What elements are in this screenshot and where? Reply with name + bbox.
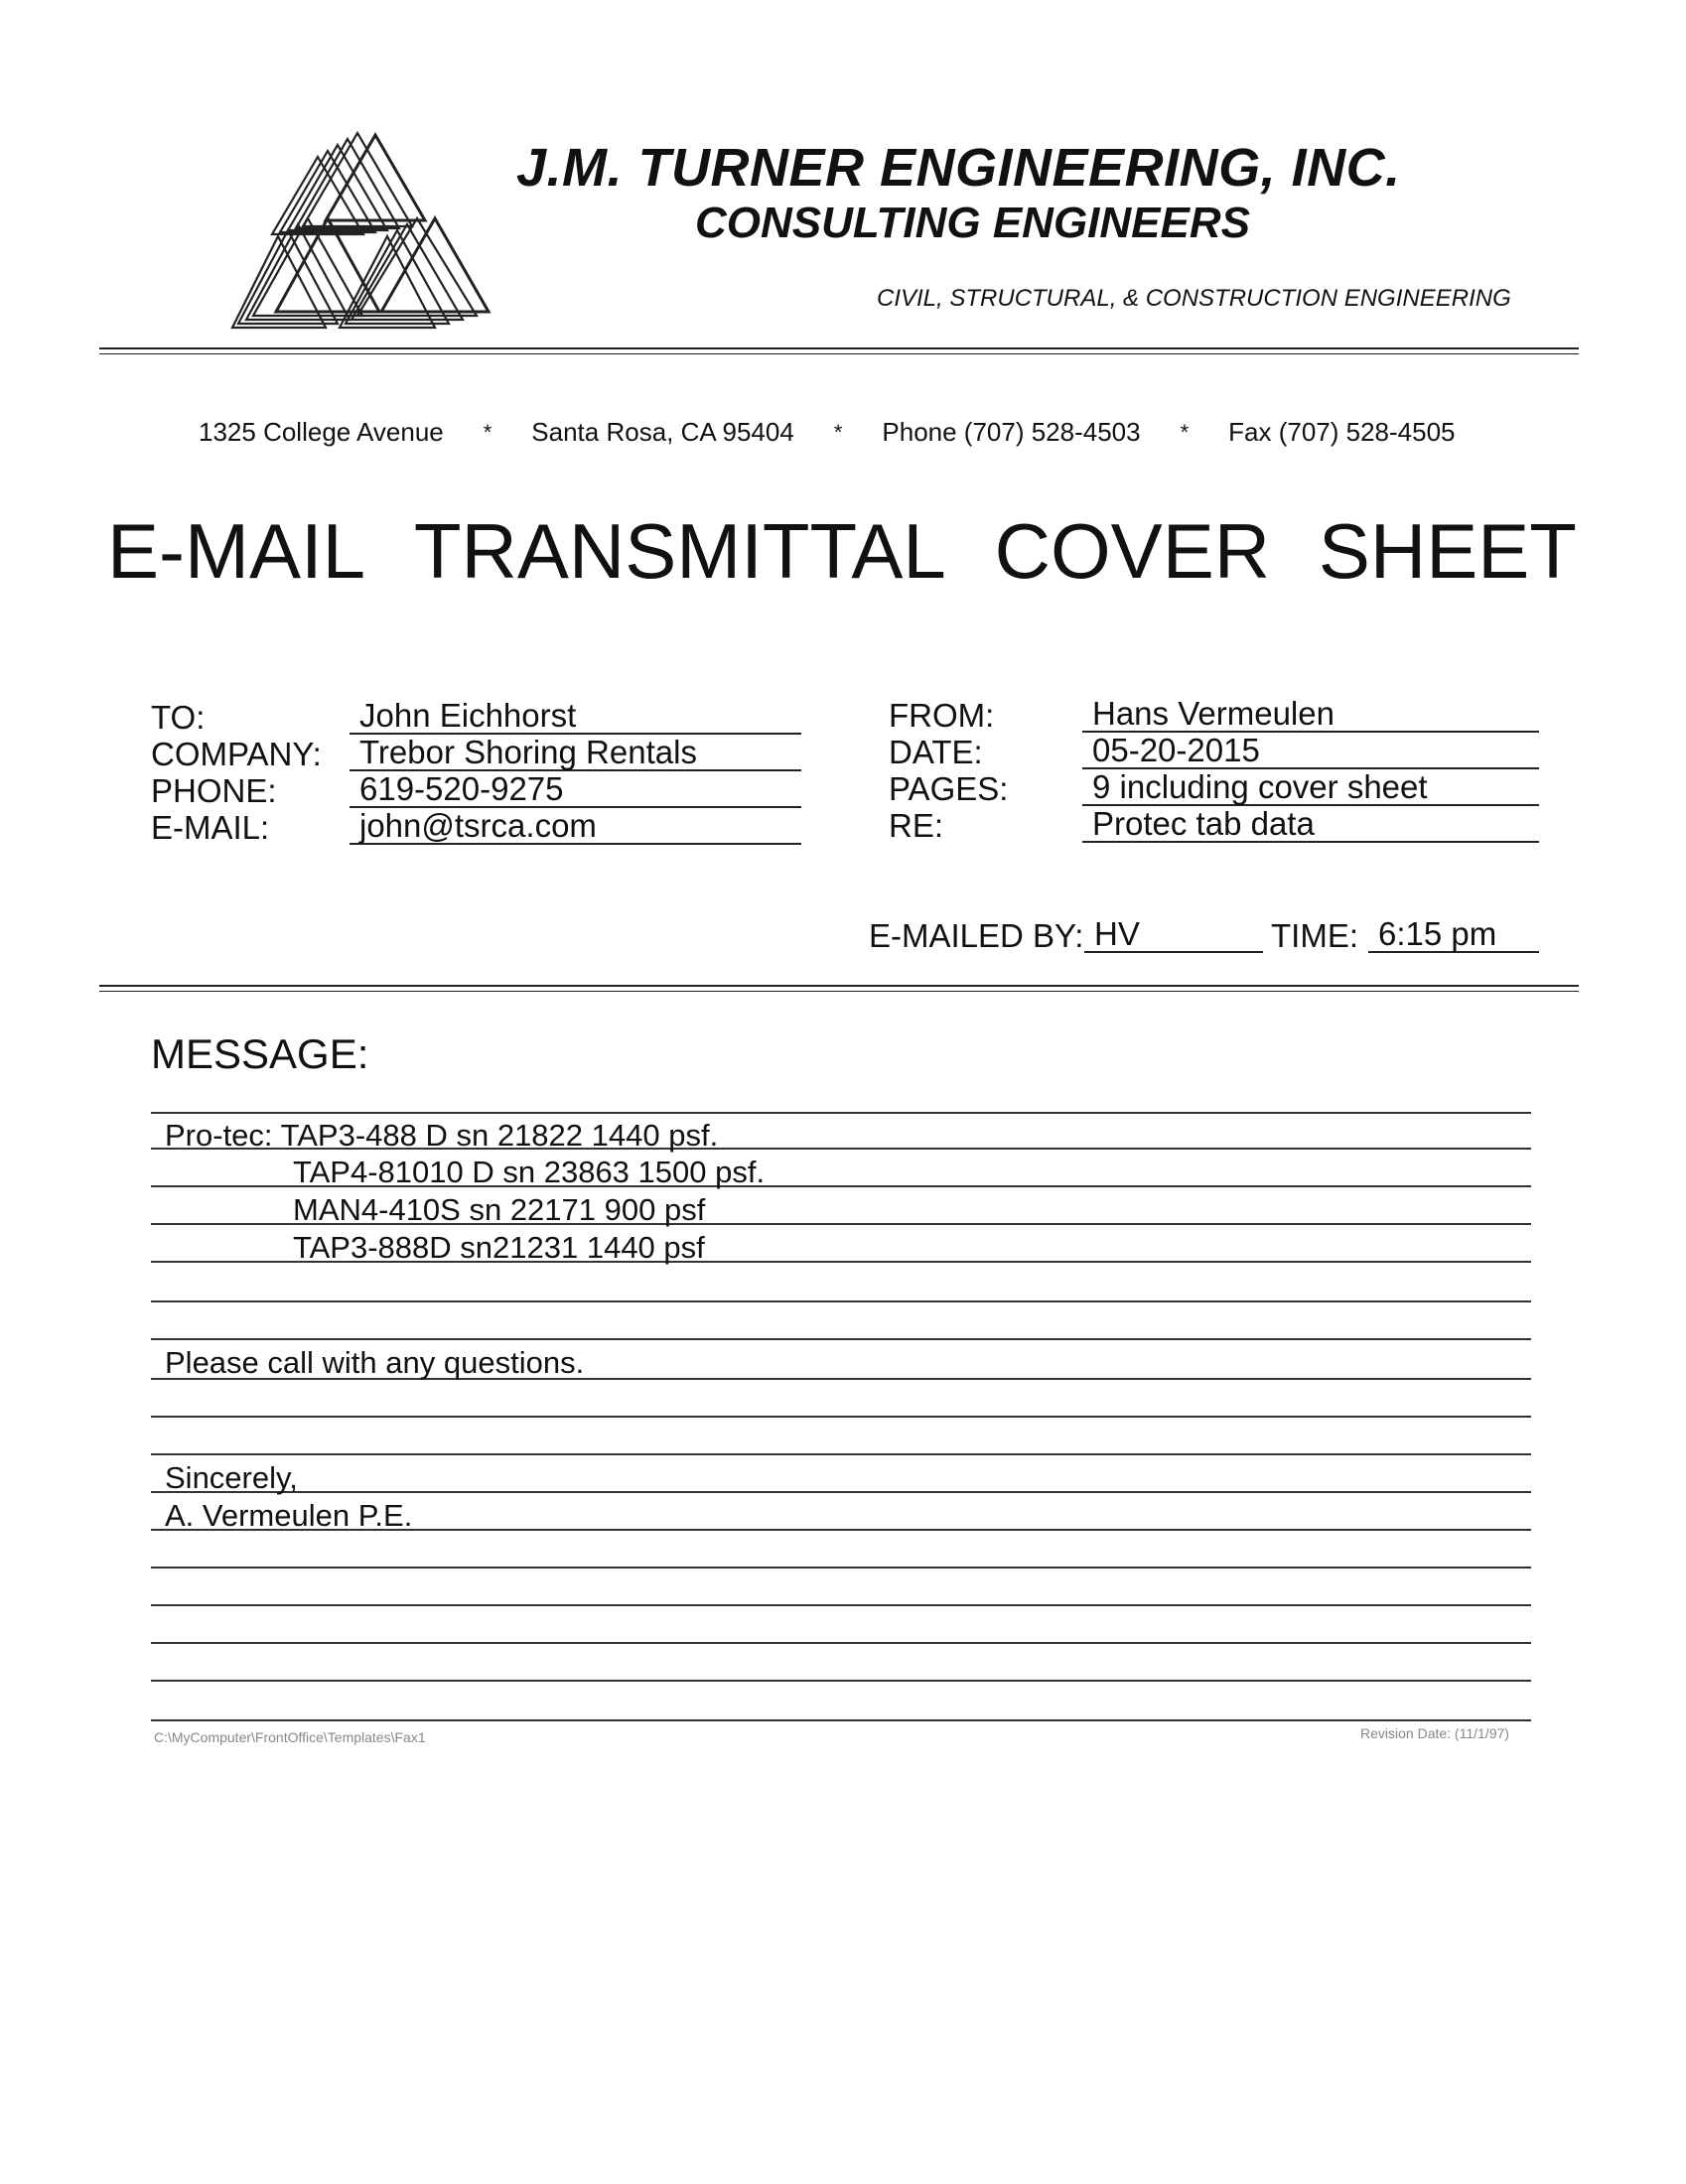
address-city: Santa Rosa, CA 95404 xyxy=(531,417,794,447)
message-line xyxy=(151,1112,1531,1114)
company-tagline: CIVIL, STRUCTURAL, & CONSTRUCTION ENGINEERING xyxy=(877,285,1511,312)
company-subtitle: CONSULTING ENGINEERS xyxy=(695,199,1251,247)
message-line xyxy=(151,1338,1531,1340)
title-word: E-MAIL xyxy=(107,507,366,595)
message-line xyxy=(151,1567,1531,1569)
message-text-line: MAN4-410S sn 22171 900 psf xyxy=(293,1192,706,1227)
message-heading: MESSAGE: xyxy=(151,1030,369,1077)
section-rule-bottom xyxy=(99,991,1579,992)
template-path: C:\MyComputer\FrontOffice\Templates\Fax1 xyxy=(154,1729,426,1745)
from-field[interactable]: Hans Vermeulen xyxy=(1082,697,1539,733)
phone-field[interactable]: 619-520-9275 xyxy=(350,772,801,808)
pages-label: PAGES: xyxy=(889,770,1009,807)
message-text-line: TAP4-81010 D sn 23863 1500 psf. xyxy=(293,1155,766,1189)
to-field[interactable]: John Eichhorst xyxy=(350,699,801,735)
company-label: COMPANY: xyxy=(151,736,322,772)
address-fax: Fax (707) 528-4505 xyxy=(1228,417,1456,447)
message-text-line: TAP3-888D sn21231 1440 psf xyxy=(293,1230,705,1265)
message-line xyxy=(151,1604,1531,1606)
address-separator: * xyxy=(833,419,843,445)
company-logo xyxy=(228,127,496,336)
address-line xyxy=(199,417,1489,448)
header-rule-top xyxy=(99,347,1579,349)
email-field[interactable]: john@tsrca.com xyxy=(350,809,801,845)
emailed-by-field[interactable]: HV xyxy=(1084,917,1263,953)
to-label: TO: xyxy=(151,699,206,736)
email-label: E-MAIL: xyxy=(151,809,270,846)
date-field[interactable]: 05-20-2015 xyxy=(1082,734,1539,769)
address-street: 1325 College Avenue xyxy=(199,417,444,447)
document-title xyxy=(107,506,1577,597)
message-text-line: Pro-tec: TAP3-488 D sn 21822 1440 psf. xyxy=(165,1118,719,1153)
date-label: DATE: xyxy=(889,734,983,770)
revision-date: Revision Date: (11/1/97) xyxy=(1360,1725,1509,1741)
message-line xyxy=(151,1719,1531,1721)
address-phone: Phone (707) 528-4503 xyxy=(882,417,1141,447)
company-name: J.M. TURNER ENGINEERING, INC. xyxy=(516,138,1401,198)
re-label: RE: xyxy=(889,807,944,844)
section-rule-top xyxy=(99,985,1579,987)
message-text-line: Please call with any questions. xyxy=(165,1345,585,1380)
header-rule-bottom xyxy=(99,353,1579,354)
message-line xyxy=(151,1300,1531,1302)
time-field[interactable]: 6:15 pm xyxy=(1368,917,1539,953)
message-line xyxy=(151,1680,1531,1682)
time-label: TIME: xyxy=(1271,917,1358,954)
re-field[interactable]: Protec tab data xyxy=(1082,807,1539,843)
title-word: COVER xyxy=(994,507,1271,595)
message-text-line: Sincerely, xyxy=(165,1460,298,1495)
pages-field[interactable]: 9 including cover sheet xyxy=(1082,770,1539,806)
message-line xyxy=(151,1642,1531,1644)
address-separator: * xyxy=(1180,419,1190,445)
emailed-by-label: E-MAILED BY: xyxy=(869,917,1084,954)
company-field[interactable]: Trebor Shoring Rentals xyxy=(350,736,801,771)
title-word: SHEET xyxy=(1318,507,1577,595)
from-label: FROM: xyxy=(889,697,995,734)
message-line xyxy=(151,1453,1531,1455)
phone-label: PHONE: xyxy=(151,772,277,809)
title-word: TRANSMITTAL xyxy=(413,507,946,595)
message-line xyxy=(151,1416,1531,1418)
message-line xyxy=(151,1491,1531,1493)
message-text-line: A. Vermeulen P.E. xyxy=(165,1498,413,1533)
address-separator: * xyxy=(483,419,492,445)
